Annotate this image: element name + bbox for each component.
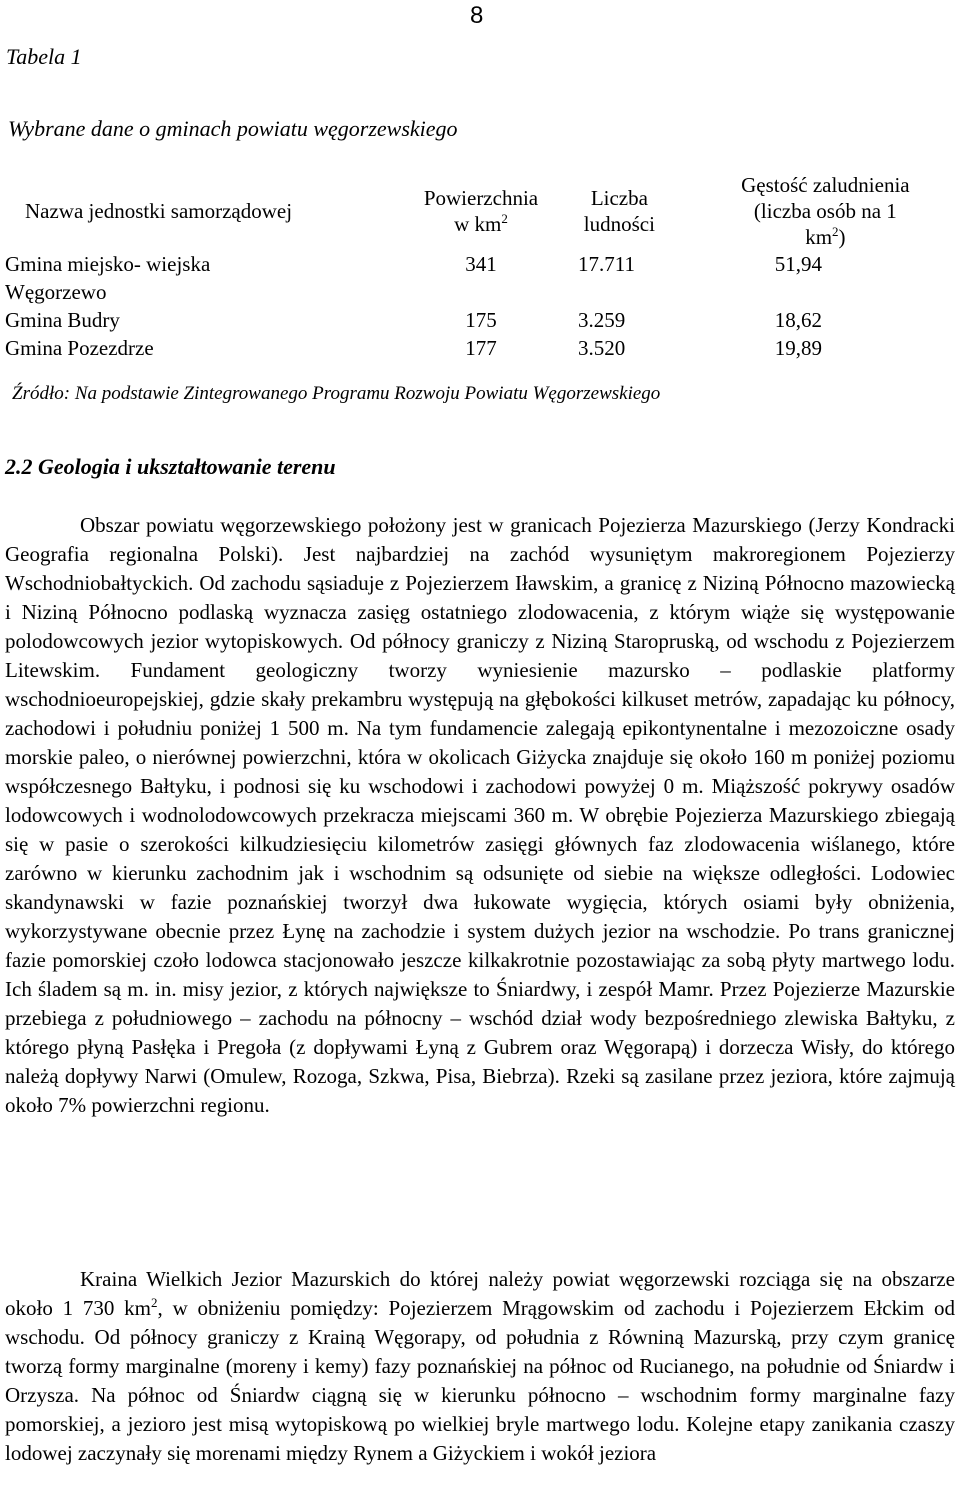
- cell-population: 17.711: [578, 252, 636, 276]
- header-pop-line2: ludności: [583, 212, 655, 236]
- header-density: [691, 172, 960, 250]
- cell-population: 3.259: [578, 308, 626, 332]
- cell-density: [691, 278, 960, 306]
- header-dens-sup: 2: [832, 224, 839, 239]
- cell-name: Gmina Pozezdrze: [5, 336, 154, 360]
- cell-area: [414, 278, 548, 306]
- cell-area: 341: [465, 252, 497, 276]
- table-source-note: Źródło: Na podstawie Zintegrowanego Programu Rozwoju Powiatu Węgorzewskiego: [12, 383, 661, 404]
- cell-density: 51,94: [774, 252, 822, 276]
- header-area: [414, 172, 548, 250]
- header-dens-line1: Gęstość zaludnienia: [741, 173, 910, 197]
- header-name: Nazwa jednostki samorządowej: [25, 199, 293, 223]
- paragraph-lakeland-start: Kraina Wielkich Jezior Mazurskich do której należy powiat węgorzewski rozciąga się na obszarze około 1 730 km: [5, 1267, 955, 1320]
- table-caption: Wybrane dane o gminach powiatu węgorzewskiego: [8, 116, 458, 141]
- header-population: [548, 172, 691, 250]
- municipality-table: [5, 172, 960, 362]
- header-dens-line2: (liczba osób na 1: [753, 199, 897, 223]
- cell-population: 3.520: [578, 336, 626, 360]
- cell-population: [548, 278, 691, 306]
- header-area-line1: Powierzchnia: [423, 186, 539, 210]
- header-pop-line1: Liczba: [590, 186, 648, 210]
- header-area-sup: 2: [501, 211, 508, 226]
- header-area-line2: w km: [454, 212, 502, 236]
- paragraph-lakeland: [5, 1265, 955, 1468]
- cell-density: 19,89: [774, 336, 822, 360]
- cell-name: Węgorzewo: [5, 280, 107, 304]
- cell-density: 18,62: [774, 308, 822, 332]
- table-row: [5, 334, 960, 362]
- table-row: [5, 250, 960, 278]
- table-row: [5, 306, 960, 334]
- table-label: Tabela 1: [6, 44, 82, 69]
- table-header-row: [5, 172, 960, 250]
- paragraph-lakeland-rest: , w obniżeniu pomiędzy: Pojezierzem Mrągowskim od zachodu i Pojezierzem Ełckim od wschodu. Od północy graniczy z Krainą Węgorapy, od południa z Równiną Mazurską, przy czym granicę tworzą formy marginalne (moreny i kemy) fazy poznańskiej na północ od Rucianego, na południe od Śniardw i Orzysza. Na północ od Śniardw ciągną się w kierunku północno – wschodnim formy marginalne fazy pomorskiej, a jezioro jest misą wytopiskową po wielkiej bryle martwego lodu. Kolejne etapy zanikania czaszy lodowej zaczynały się morenami między Rynem a Giżyckiem i wokół jeziora: [5, 1296, 956, 1465]
- paragraph-lakeland-sup: 2: [151, 1295, 158, 1310]
- paragraph-geology: Obszar powiatu węgorzewskiego położony jest w granicach Pojezierza Mazurskiego (Jerzy Kondracki Geografia regionalna Polski). Jest najbardziej na zachód wysuniętym makroregionem Pojezierzy Wschodniobałtyckich. Od zachodu sąsiaduje z Pojezierzem Iławskim, a granicę z Niziną Północno mazowiecką i Niziną Północno podlaską wyznacza zasięg ostatniego zlodowacenia, z którym wiąże się występowanie polodowcowych jezior wytopiskowych. Od północy graniczy z Niziną Staropruską, od wschodu z Pojezierzem Litewskim. Fundament geologiczny tworzy wyniesienie mazursko – podlaskie platformy wschodnioeuropejskiej, gdzie skały prekambru występują na głębokości kilkuset metrów, zapadając ku północy, zachodowi i południu poniżej 1 500 m. Na tym fundamencie zalegają epikontynentalne i mezozoiczne osady morskie paleo, o nierównej powierzchni, która w okolicach Giżycka znajduje się około 160 m poniżej poziomu współczesnego Bałtyku, i podnosi się ku wschodowi i zachodowi powyżej 0 m. Miąższość pokrywy osadów lodowcowych i wodnolodowcowych przekracza miejscami 360 m. W obrębie Pojezierza Mazurskiego zbiegają się w pasie o szerokości kilkudziesięciu kilometrów zasięgi głównych faz zlodowacenia wiślanego, które zarówno w kierunku zachodnim jak i wschodnim są odsunięte od siebie na większe odległości. Lodowiec skandynawski w fazie poznańskiej tworzył dwa łukowate wygięcia, których osiami były obniżenia, wykorzystywane obecnie przez Łynę na zachodzie i system dużych jezior na wschodzie. Po trans granicznej fazie pomorskiej czoło lodowca stacjonowało jeszcze kilkakrotnie pozostawiając za sobą płyty martwego lodu. Ich śladem są m. in. misy jezior, z których największe to Śniardwy, i zespół Mamr. Przez Pojezierze Mazurskie przebiega z południowego – zachodu na północny – wschód dział wody bezpośredniego zlewiska Bałtyku, z którego płyną Pasłęka i Pregoła (z dopływami Łyną z Gubrem oraz Węgorapą) i dorzecza Wisły, do którego należą dopływy Narwi (Omulew, Rozoga, Szkwa, Pisa, Biebrza). Rzeki są zasilane przez jeziora, które zajmują około 7% powierzchni regionu.: [5, 513, 955, 1117]
- section-heading: 2.2 Geologia i ukształtowanie terenu: [5, 454, 336, 479]
- header-dens-line3: km: [805, 225, 833, 249]
- cell-area: 177: [465, 336, 497, 360]
- cell-name: Gmina miejsko- wiejska: [5, 252, 211, 276]
- cell-name: Gmina Budry: [5, 308, 120, 332]
- page-number: 8: [470, 2, 484, 29]
- table-row: [5, 278, 960, 306]
- header-dens-close: ): [838, 225, 846, 249]
- cell-area: 175: [465, 308, 497, 332]
